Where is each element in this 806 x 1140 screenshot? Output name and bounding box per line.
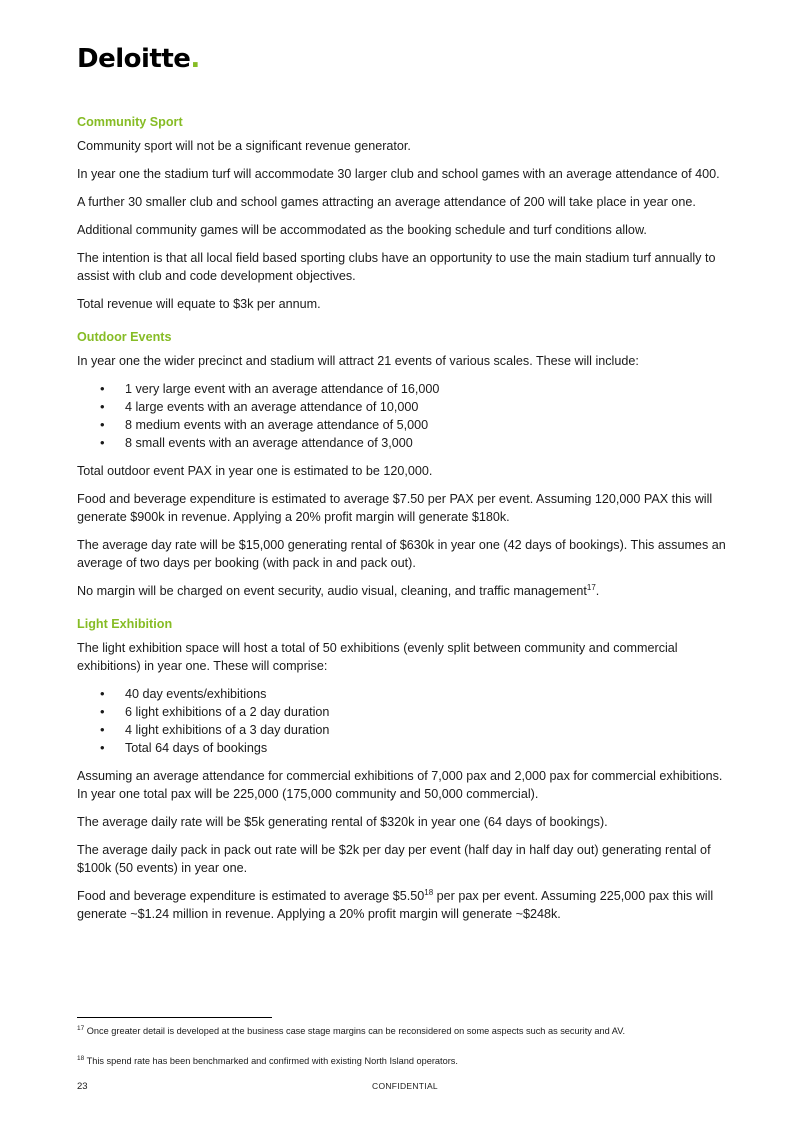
logo-text: Deloitte: [77, 44, 191, 74]
section-heading-light-exhibition: Light Exhibition: [77, 617, 173, 631]
bullet-list: [77, 380, 727, 452]
outdoor-events-section: [77, 328, 727, 600]
paragraph-text: Food and beverage expenditure is estimated to average $5.50: [77, 889, 425, 903]
paragraph: The light exhibition space will host a total of 50 exhibitions (evenly split between community and commercial exhibitions) in year one. These will comprise:: [77, 641, 678, 673]
community-sport-section: [77, 113, 727, 313]
paragraph: [77, 582, 727, 600]
list-item: • 4 large events with an average attendance of 10,000: [125, 398, 727, 416]
footnote-text: Once greater detail is developed at the business case stage margins can be reconsidered on some aspects such as security and AV.: [84, 1026, 626, 1036]
section-heading-outdoor-events: Outdoor Events: [77, 330, 172, 344]
paragraph: The average day rate will be $15,000 generating rental of $630k in year one (42 days of bookings). This assumes an average of two days per booking (with pack in and pack out).: [77, 538, 726, 570]
list-item: • 8 medium events with an average attendance of 5,000: [125, 416, 727, 434]
section-heading-community-sport: Community Sport: [77, 115, 183, 129]
footnote-number: 17: [77, 1024, 85, 1032]
footnote-ref-18[interactable]: 18: [424, 887, 434, 897]
paragraph-end: per pax per event. Assuming 225,000 pax this will generate ~$1.24 million in revenue. Applying a 20% profit margin will generate ~$248k.: [77, 889, 714, 921]
footnote-18: [77, 1055, 458, 1067]
confidential-label: CONFIDENTIAL: [372, 1081, 438, 1091]
paragraph-end: .: [595, 584, 600, 598]
footnote-ref-17[interactable]: 17: [586, 582, 596, 592]
paragraph: Assuming an average attendance for commercial exhibitions of 7,000 pax and 2,000 pax for commercial exhibitions. In year one total pax will be 225,000 (175,000 community and 50,000 commercial).: [77, 769, 723, 801]
paragraph: [77, 887, 727, 923]
list-item: • 4 light exhibitions of a 3 day duration: [125, 721, 727, 739]
page-content: [77, 113, 727, 938]
footnote-text: This spend rate has been benchmarked and confirmed with existing North Island operators.: [84, 1056, 458, 1066]
list-item: • 40 day events/exhibitions: [125, 685, 727, 703]
paragraph: The average daily rate will be $5k generating rental of $320k in year one (64 days of bookings).: [77, 815, 608, 829]
paragraph: The average daily pack in pack out rate will be $2k per day per event (half day in half day out) generating rental of $100k (50 events) in year one.: [77, 843, 711, 875]
page-number: 23: [77, 1081, 88, 1092]
list-item: • Total 64 days of bookings: [125, 739, 727, 757]
paragraph: The intention is that all local field based sporting clubs have an opportunity to use the main stadium turf annually to assist with club and code development objectives.: [77, 251, 716, 283]
paragraph: In year one the stadium turf will accommodate 30 larger club and school games with an average attendance of 400.: [77, 167, 720, 181]
list-item: • 8 small events with an average attendance of 3,000: [125, 434, 727, 452]
paragraph-text: No margin will be charged on event security, audio visual, cleaning, and traffic management: [77, 584, 587, 598]
list-item: • 1 very large event with an average attendance of 16,000: [125, 380, 727, 398]
list-item: • 6 light exhibitions of a 2 day duration: [125, 703, 727, 721]
footnote-17: [77, 1025, 625, 1037]
paragraph: Total revenue will equate to $3k per annum.: [77, 297, 321, 311]
footnote-number: 18: [77, 1054, 85, 1062]
paragraph: Additional community games will be accommodated as the booking schedule and turf conditions allow.: [77, 223, 647, 237]
light-exhibition-section: [77, 615, 727, 923]
footnote-divider: [77, 1017, 272, 1018]
paragraph: In year one the wider precinct and stadium will attract 21 events of various scales. These will include:: [77, 354, 639, 368]
deloitte-logo: [77, 44, 200, 74]
paragraph: Community sport will not be a significant revenue generator.: [77, 139, 411, 153]
paragraph: Food and beverage expenditure is estimated to average $7.50 per PAX per event. Assuming 120,000 PAX this will generate $900k in revenue. Applying a 20% profit margin will generate $180k.: [77, 492, 713, 524]
paragraph: A further 30 smaller club and school games attracting an average attendance of 200 will take place in year one.: [77, 195, 696, 209]
bullet-list: [77, 685, 727, 757]
paragraph: Total outdoor event PAX in year one is estimated to be 120,000.: [77, 464, 433, 478]
logo-dot: .: [190, 44, 200, 74]
